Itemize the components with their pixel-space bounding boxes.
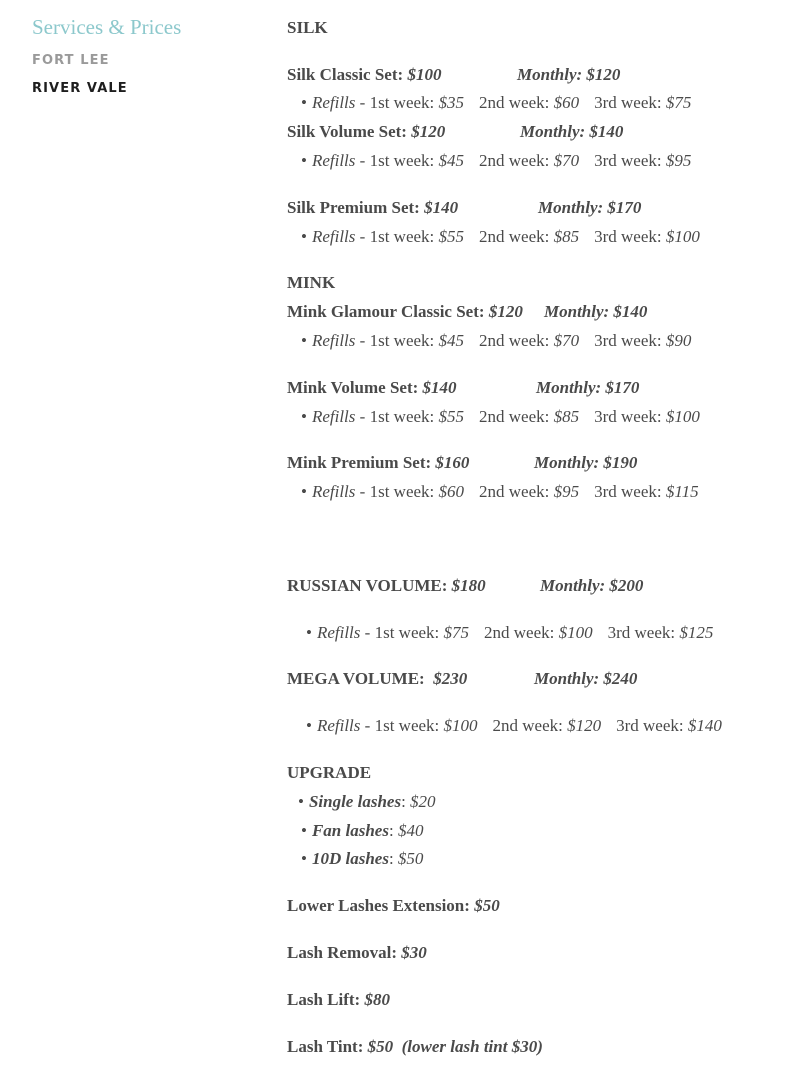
item-name: RUSSIAN VOLUME: [287,576,452,595]
item-price: $180 [451,576,486,595]
monthly-price: Monthly: $140 [520,122,624,141]
upgrade-name: Fan lashes [311,821,389,840]
bullet: • [301,482,307,501]
week3-price: $140 [687,716,722,735]
week3-label: 3rd week: [594,151,666,170]
bullet: • [301,821,307,840]
upgrade-price: $40 [397,821,424,840]
bullet: • [301,151,307,170]
item-name: Silk Volume Set: [287,122,412,141]
week3-price: $115 [665,482,699,501]
week2-price: $85 [553,407,580,426]
week2-label: 2nd week: [479,331,554,350]
week2-label: 2nd week: [479,482,554,501]
monthly-price: Monthly: $200 [540,576,644,595]
week3-price: $100 [665,407,700,426]
refills-sep: - [360,716,375,735]
week2-price: $70 [553,151,580,170]
week2-price: $85 [553,227,580,246]
item-price: $100 [407,65,442,84]
week2-label: 2nd week: [492,716,568,735]
item-price: $120 [411,122,446,141]
item-price: $50 [367,1037,394,1056]
mega-volume-refills [306,716,722,736]
item-note: (lower lash tint $30) [393,1037,543,1056]
week1-label: 1st week: [369,93,439,112]
week3-price: $100 [665,227,700,246]
refills-label: Refills [311,331,356,350]
week1-price: $35 [438,93,465,112]
monthly-price: Monthly: $170 [538,198,642,217]
week3-price: $90 [665,331,692,350]
monthly-price: Monthly: $120 [517,65,621,84]
mink-glamour-refills [301,331,691,351]
refills-sep: - [355,482,370,501]
upgrade-item: • 10D lashes: $50 [301,849,424,868]
refills-label: Refills [316,623,361,642]
week3-price: $125 [679,623,714,642]
silk-volume-row [287,122,624,142]
sidebar-link-river-vale[interactable]: RIVER VALE [32,81,128,96]
refills-label: Refills [311,151,356,170]
week1-label: 1st week: [374,623,444,642]
week2-price: $120 [567,716,602,735]
lash-tint-row [287,1037,543,1057]
refills-sep: - [355,93,370,112]
bullet: • [298,792,304,811]
sidebar-title: Services & Prices [32,15,182,39]
week1-label: 1st week: [369,151,439,170]
lash-removal-row [287,943,427,963]
week1-price: $75 [443,623,470,642]
refills-sep: - [355,151,370,170]
week2-price: $70 [553,331,580,350]
silk-classic-refills [301,93,691,113]
item-price: $160 [435,453,470,472]
monthly-price: Monthly: $140 [544,302,648,321]
week1-price: $100 [443,716,478,735]
week3-label: 3rd week: [594,227,666,246]
week1-label: 1st week: [374,716,444,735]
item-name: Lower Lashes Extension: [287,896,475,915]
silk-classic-row [287,65,621,85]
bullet: • [301,849,307,868]
week1-price: $55 [438,227,465,246]
week3-label: 3rd week: [616,716,688,735]
week2-label: 2nd week: [479,227,554,246]
week3-label: 3rd week: [607,623,680,642]
week3-price: $75 [665,93,692,112]
mink-premium-refills [301,482,699,502]
refills-sep: - [355,331,370,350]
mink-volume-row [287,378,640,398]
refills-label: Refills [311,407,356,426]
week1-price: $55 [438,407,465,426]
silk-volume-refills [301,151,691,171]
item-name: MEGA VOLUME: [287,669,434,688]
monthly-price: Monthly: $190 [534,453,638,472]
week1-price: $45 [438,331,465,350]
russian-volume-refills [306,623,713,643]
refills-sep: - [360,623,375,642]
silk-premium-refills [301,227,700,247]
monthly-price: Monthly: $170 [536,378,640,397]
item-price: $230 [433,669,468,688]
week3-price: $95 [665,151,692,170]
week3-label: 3rd week: [594,93,666,112]
bullet: • [306,623,312,642]
week2-label: 2nd week: [484,623,559,642]
upgrade-heading: UPGRADE [287,763,372,782]
bullet: • [301,227,307,246]
bullet: • [301,407,307,426]
week3-label: 3rd week: [594,331,666,350]
bullet: • [301,331,307,350]
item-name: Silk Premium Set: [287,198,425,217]
upgrade-price: $20 [410,792,436,811]
refills-label: Refills [311,482,356,501]
refills-label: Refills [311,227,356,246]
refills-label: Refills [316,716,361,735]
refills-sep: - [355,407,370,426]
week1-label: 1st week: [369,407,439,426]
sidebar-link-fort-lee[interactable]: FORT LEE [32,53,110,68]
mink-premium-row [287,453,638,473]
silk-heading: SILK [287,18,328,37]
upgrade-price: $50 [397,849,424,868]
item-name: Lash Lift: [287,990,365,1009]
week3-label: 3rd week: [594,482,666,501]
price-list [287,0,777,1084]
week1-price: $60 [438,482,465,501]
week2-price: $100 [558,623,593,642]
item-price: $80 [364,990,390,1009]
lower-lashes-row [287,896,500,916]
item-name: Silk Classic Set: [287,65,408,84]
item-name: Mink Premium Set: [287,453,436,472]
item-price: $120 [488,302,523,321]
week1-label: 1st week: [369,482,439,501]
item-price: $30 [401,943,427,962]
week1-label: 1st week: [369,331,439,350]
item-name: Mink Glamour Classic Set: [287,302,489,321]
upgrade-item: • Fan lashes: $40 [301,821,424,840]
upgrade-item: • Single lashes: $20 [298,792,436,811]
week1-label: 1st week: [369,227,439,246]
week2-label: 2nd week: [479,93,554,112]
mink-volume-refills [301,407,700,427]
sidebar [32,14,252,109]
item-name: Lash Tint: [287,1037,368,1056]
refills-sep: - [355,227,370,246]
bullet: • [301,93,307,112]
item-price: $140 [424,198,459,217]
upgrade-name: 10D lashes [311,849,389,868]
bullet: • [306,716,312,735]
refills-label: Refills [311,93,356,112]
mink-glamour-row [287,302,648,322]
mink-heading: MINK [287,273,336,292]
week2-price: $60 [553,93,580,112]
lash-lift-row [287,990,390,1010]
item-name: Lash Removal: [287,943,402,962]
week2-price: $95 [553,482,580,501]
item-price: $50 [474,896,500,915]
week2-label: 2nd week: [479,407,554,426]
silk-premium-row [287,198,642,218]
item-name: Mink Volume Set: [287,378,423,397]
week2-label: 2nd week: [479,151,554,170]
week3-label: 3rd week: [594,407,666,426]
upgrade-name: Single lashes [308,792,402,811]
russian-volume-row [287,576,644,596]
monthly-price: Monthly: $240 [534,669,638,688]
item-price: $140 [422,378,457,397]
mega-volume-row [287,669,638,689]
week1-price: $45 [438,151,465,170]
